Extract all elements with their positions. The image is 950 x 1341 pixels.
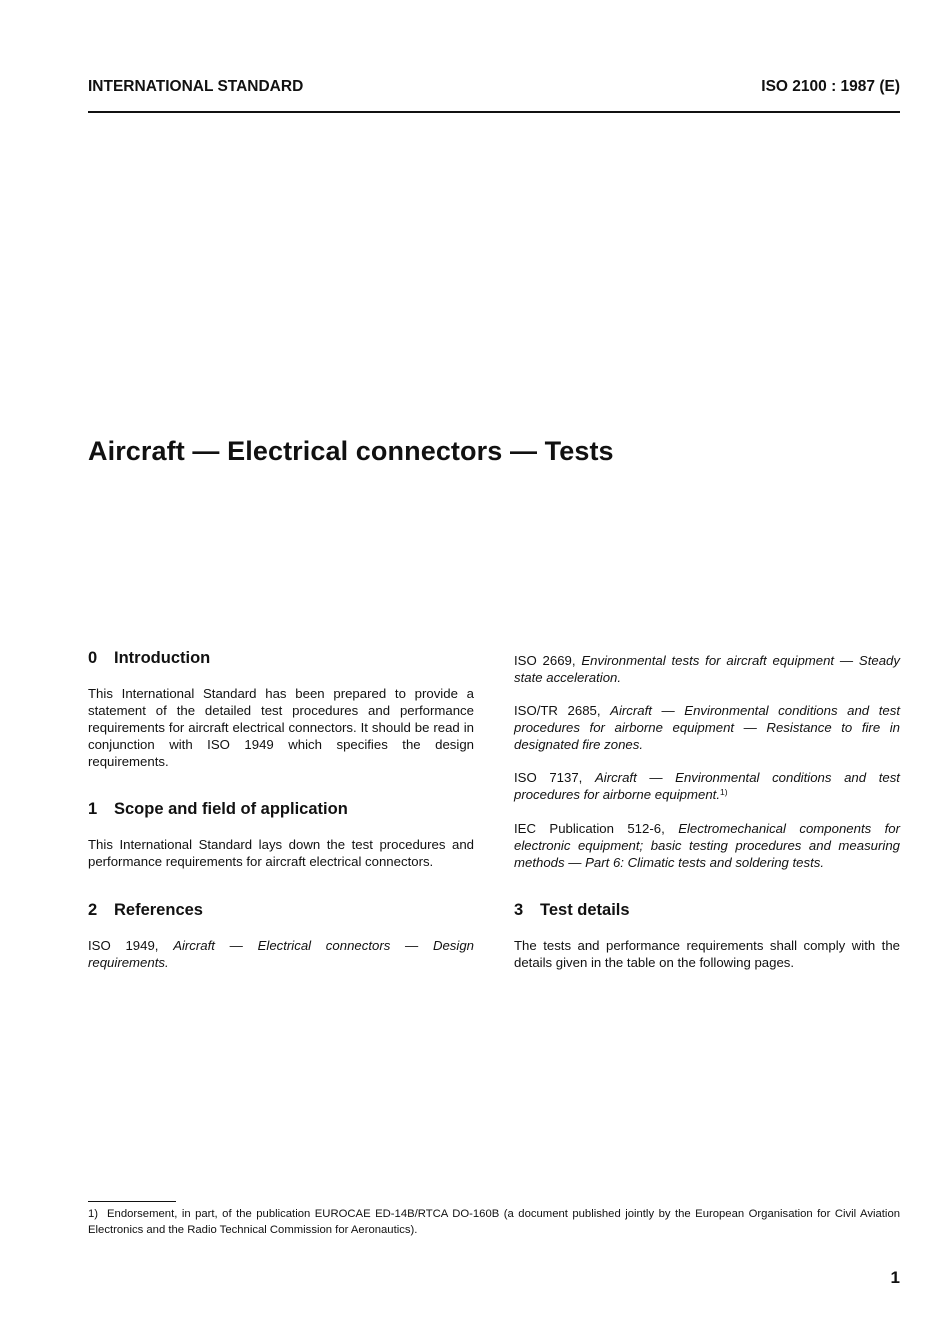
- reference-title: Aircraft — Environmental conditions and test procedures for airborne equipment.: [514, 770, 900, 802]
- section-title: References: [114, 901, 203, 919]
- footnote-marker: 1): [88, 1208, 99, 1220]
- reference-title: Electromechanical components for electronic equipment; basic testing procedures and measuring methods — Part 6: Climatic tests and soldering tests.: [514, 821, 901, 870]
- reference-code: ISO 1949,: [88, 938, 159, 953]
- section-0-heading: [88, 649, 474, 668]
- footnote-reference: 1): [720, 787, 728, 797]
- reference-title: Aircraft — Environmental conditions and test procedures for airborne equipment — Resistance to fire in designated fire zones.: [514, 703, 900, 752]
- footnote-divider: [88, 1201, 176, 1202]
- reference-item: [514, 769, 900, 803]
- reference-item: [514, 820, 900, 871]
- section-1-heading: [88, 800, 474, 819]
- section-number: 1: [88, 800, 98, 818]
- footnote-text: Endorsement, in part, of the publication EUROCAE ED-14B/RTCA DO-160B (a document published jointly by the European Organisation for Civil Aviation Electronics and the Radio Technical Commission for Aeronautics).: [88, 1208, 901, 1236]
- section-number: 0: [88, 649, 98, 667]
- reference-code: ISO/TR 2685,: [514, 703, 601, 718]
- section-number: 2: [88, 901, 98, 919]
- section-2-heading: [88, 901, 474, 920]
- section-number: 3: [514, 901, 524, 919]
- reference-item: [88, 937, 474, 971]
- footnote: [88, 1207, 900, 1238]
- section-0-text: This International Standard has been prepared to provide a statement of the detailed test procedures and performance requirements for aircraft electrical connectors. It should be read in conjunction with ISO 1949 which specifies the design requirements.: [88, 686, 474, 769]
- page-number: 1: [890, 1268, 900, 1287]
- header-divider: [88, 111, 900, 113]
- reference-item: [514, 652, 900, 686]
- section-3-heading: [514, 901, 900, 920]
- reference-title: Environmental tests for aircraft equipment — Steady state acceleration.: [514, 653, 900, 685]
- reference-code: ISO 7137,: [514, 770, 583, 785]
- reference-title: Aircraft — Electrical connectors — Design requirements.: [88, 938, 475, 970]
- section-3-text: The tests and performance requirements shall comply with the details given in the table on the following pages.: [514, 938, 900, 970]
- header-document-number: ISO 2100 : 1987 (E): [761, 78, 900, 95]
- section-title: Test details: [540, 901, 630, 919]
- document-title: Aircraft — Electrical connectors — Tests: [88, 436, 614, 466]
- section-title: Scope and field of application: [114, 800, 348, 818]
- section-title: Introduction: [114, 649, 211, 667]
- reference-item: [514, 702, 900, 753]
- section-1-text: This International Standard lays down the test procedures and performance requirements for aircraft electrical connectors.: [88, 837, 474, 869]
- reference-code: ISO 2669,: [514, 653, 576, 668]
- reference-code: IEC Publication 512-6,: [514, 821, 665, 836]
- header-standard-label: INTERNATIONAL STANDARD: [88, 78, 304, 95]
